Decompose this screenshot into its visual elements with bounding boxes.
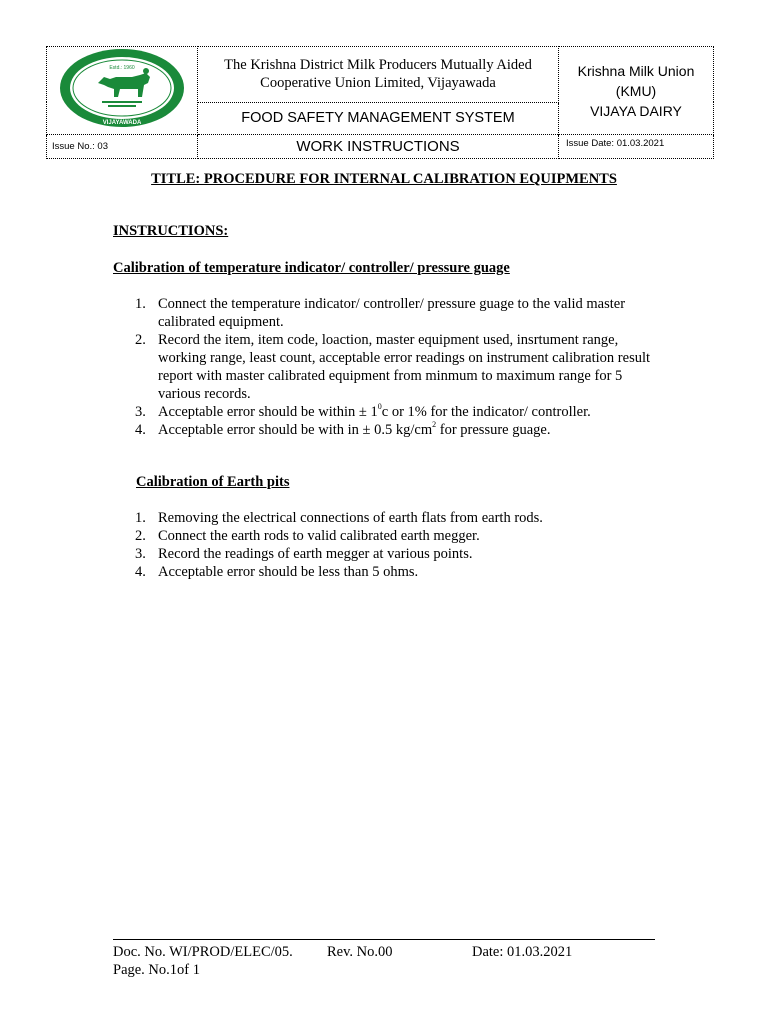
earth-pits-calibration-list xyxy=(135,509,655,581)
item-number: 2. xyxy=(135,528,146,544)
section-earth-pits-heading: Calibration of Earth pits xyxy=(136,474,290,490)
footer-divider xyxy=(113,939,655,940)
item-text: Acceptable error should be less than 5 ohms. xyxy=(158,564,419,580)
svg-text:VIJAYAWADA: VIJAYAWADA xyxy=(102,120,142,126)
list-item xyxy=(135,545,655,563)
union-line-3: VIJAYA DAIRY xyxy=(590,102,682,119)
item-text-a: Acceptable error should be with in ± 0.5 kg/cm xyxy=(158,422,433,438)
item-text-b: for pressure guage. xyxy=(436,422,551,438)
svg-text:Estd.: 1960: Estd.: 1960 xyxy=(109,65,135,71)
list-item xyxy=(135,331,655,403)
item-text-b: c or 1% for the indicator/ controller. xyxy=(381,404,591,420)
footer-date: Date: 01.03.2021 xyxy=(472,944,573,960)
list-item xyxy=(135,527,655,545)
instructions-heading: INSTRUCTIONS: xyxy=(113,223,229,239)
logo-cell xyxy=(47,47,198,135)
item-number: 1. xyxy=(135,296,146,312)
item-number: 3. xyxy=(135,404,146,420)
item-text: Record the item, item code, loaction, master equipment used, insrtument range, working range, least count, acceptable error readings on instrument calibration result report with master calibrated equipment from minmum to maximum range for 5 various records. xyxy=(158,332,651,402)
section-temperature-heading: Calibration of temperature indicator/ controller/ pressure guage xyxy=(113,260,510,276)
union-line-2: (KMU) xyxy=(615,82,657,99)
organization-name xyxy=(198,47,559,103)
union-line-1: Krishna Milk Union xyxy=(577,62,695,79)
item-text: Removing the electrical connections of earth flats from earth rods. xyxy=(158,510,543,526)
item-number: 1. xyxy=(135,510,146,526)
revision-number: Rev. No.00 xyxy=(327,944,393,960)
document-header xyxy=(46,46,714,159)
item-number: 3. xyxy=(135,546,146,562)
superscript: 0 xyxy=(377,402,382,412)
item-text: Connect the earth rods to valid calibrated earth megger. xyxy=(158,528,480,544)
org-line-2: Cooperative Union Limited, Vijayawada xyxy=(260,75,496,92)
document-title: TITLE: PROCEDURE FOR INTERNAL CALIBRATION EQUIPMENTS xyxy=(151,171,617,187)
issue-date: Issue Date: 01.03.2021 xyxy=(559,135,714,159)
list-item xyxy=(135,509,655,527)
item-text: Record the readings of earth megger at various points. xyxy=(158,546,473,562)
list-item xyxy=(135,421,655,439)
doc-number: Doc. No. WI/PROD/ELEC/05. xyxy=(113,944,293,960)
item-number: 2. xyxy=(135,332,146,348)
vijaya-dairy-logo xyxy=(58,47,186,129)
item-number: 4. xyxy=(135,422,146,438)
document-type: WORK INSTRUCTIONS xyxy=(198,135,559,159)
temperature-calibration-list xyxy=(135,295,655,439)
item-text: Connect the temperature indicator/ controller/ pressure guage to the valid master calibrated equipment. xyxy=(158,296,626,330)
issue-number: Issue No.: 03 xyxy=(47,135,198,159)
management-system: FOOD SAFETY MANAGEMENT SYSTEM xyxy=(198,102,559,134)
superscript: 2 xyxy=(432,420,437,430)
page-number: Page. No.1of 1 xyxy=(113,962,200,978)
list-item xyxy=(135,295,655,331)
item-number: 4. xyxy=(135,564,146,580)
list-item xyxy=(135,563,655,581)
list-item xyxy=(135,403,655,421)
document-footer xyxy=(113,943,655,979)
union-name xyxy=(559,47,714,135)
item-text-a: Acceptable error should be within ± 1 xyxy=(158,404,378,420)
org-line-1: The Krishna District Milk Producers Mutually Aided xyxy=(224,57,532,74)
